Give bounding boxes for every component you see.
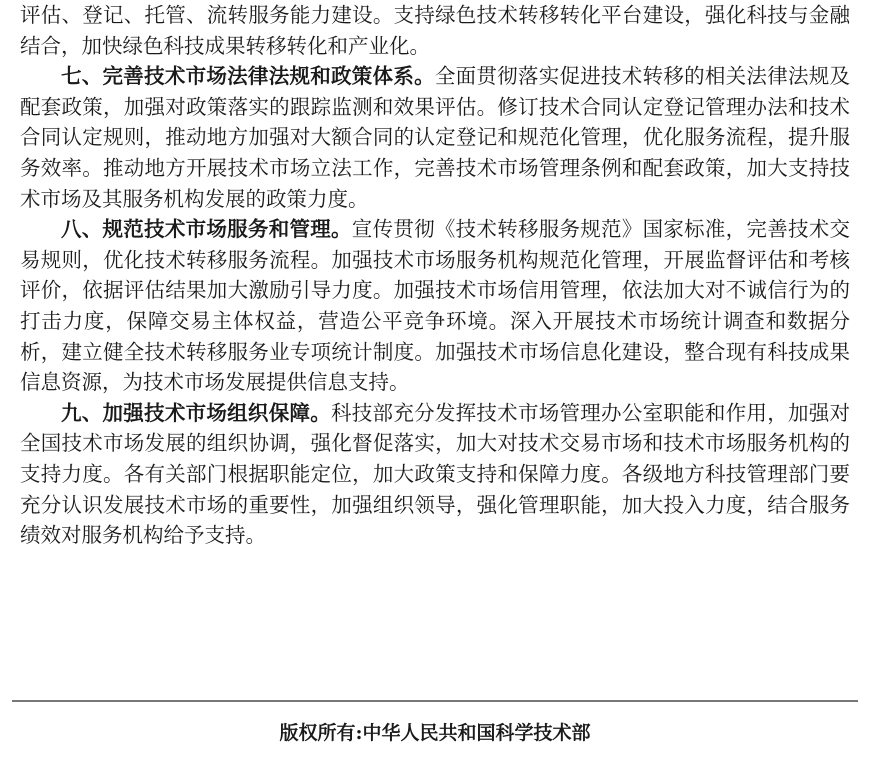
paragraph-body: 评估、登记、托管、流转服务能力建设。支持绿色技术转移转化平台建设，强化科技与金融结合，加快绿色科技成果转移转化和产业化。 — [20, 3, 850, 58]
document-body — [20, 0, 850, 551]
section-7-paragraph — [20, 61, 850, 214]
section-8-body: 宣传贯彻《技术转移服务规范》国家标准，完善技术交易规则，优化技术转移服务流程。加强技术市场服务机构规范化管理，开展监督评估和考核评价，依据评估结果加大激励引导力度。加强技术市场信用管理，依法加大对不诚信行为的打击力度，保障交易主体权益，营造公平竞争环境。深入开展技术市场统计调查和数据分析，建立健全技术转移服务业专项统计制度。加强技术市场信息化建设，整合现有科技成果信息资源，为技术市场发展提供信息支持。 — [20, 217, 851, 395]
paragraph-continuation — [20, 0, 850, 61]
section-8-heading: 八、规范技术市场服务和管理。 — [61, 217, 352, 242]
section-9-paragraph — [20, 398, 850, 551]
section-9-body: 科技部充分发挥技术市场管理办公室职能和作用，加强对全国技术市场发展的组织协调，强化督促落实，加大对技术交易市场和技术市场服务机构的支持力度。各有关部门根据职能定位，加大政策支持和保障力度。各级地方科技管理部门要充分认识发展技术市场的重要性，加强组织领导，强化管理职能，加大投入力度，结合服务绩效对服务机构给予支持。 — [20, 400, 851, 548]
section-7-body: 全面贯彻落实促进技术转移的相关法律法规及配套政策，加强对政策落实的跟踪监测和效果评估。修订技术合同认定登记管理办法和技术合同认定规则，推动地方加强对大额合同的认定登记和规范化管理，优化服务流程，提升服务效率。推动地方开展技术市场立法工作，完善技术市场管理条例和配套政策，加大支持技术市场及其服务机构发展的政策力度。 — [20, 64, 851, 211]
section-8-paragraph — [20, 214, 850, 398]
footer-divider — [12, 700, 858, 702]
copyright-footer: 版权所有:中华人民共和国科学技术部 — [279, 722, 591, 744]
section-7-heading: 七、完善技术市场法律法规和政策体系。 — [61, 64, 435, 89]
section-9-heading: 九、加强技术市场组织保障。 — [61, 400, 332, 425]
